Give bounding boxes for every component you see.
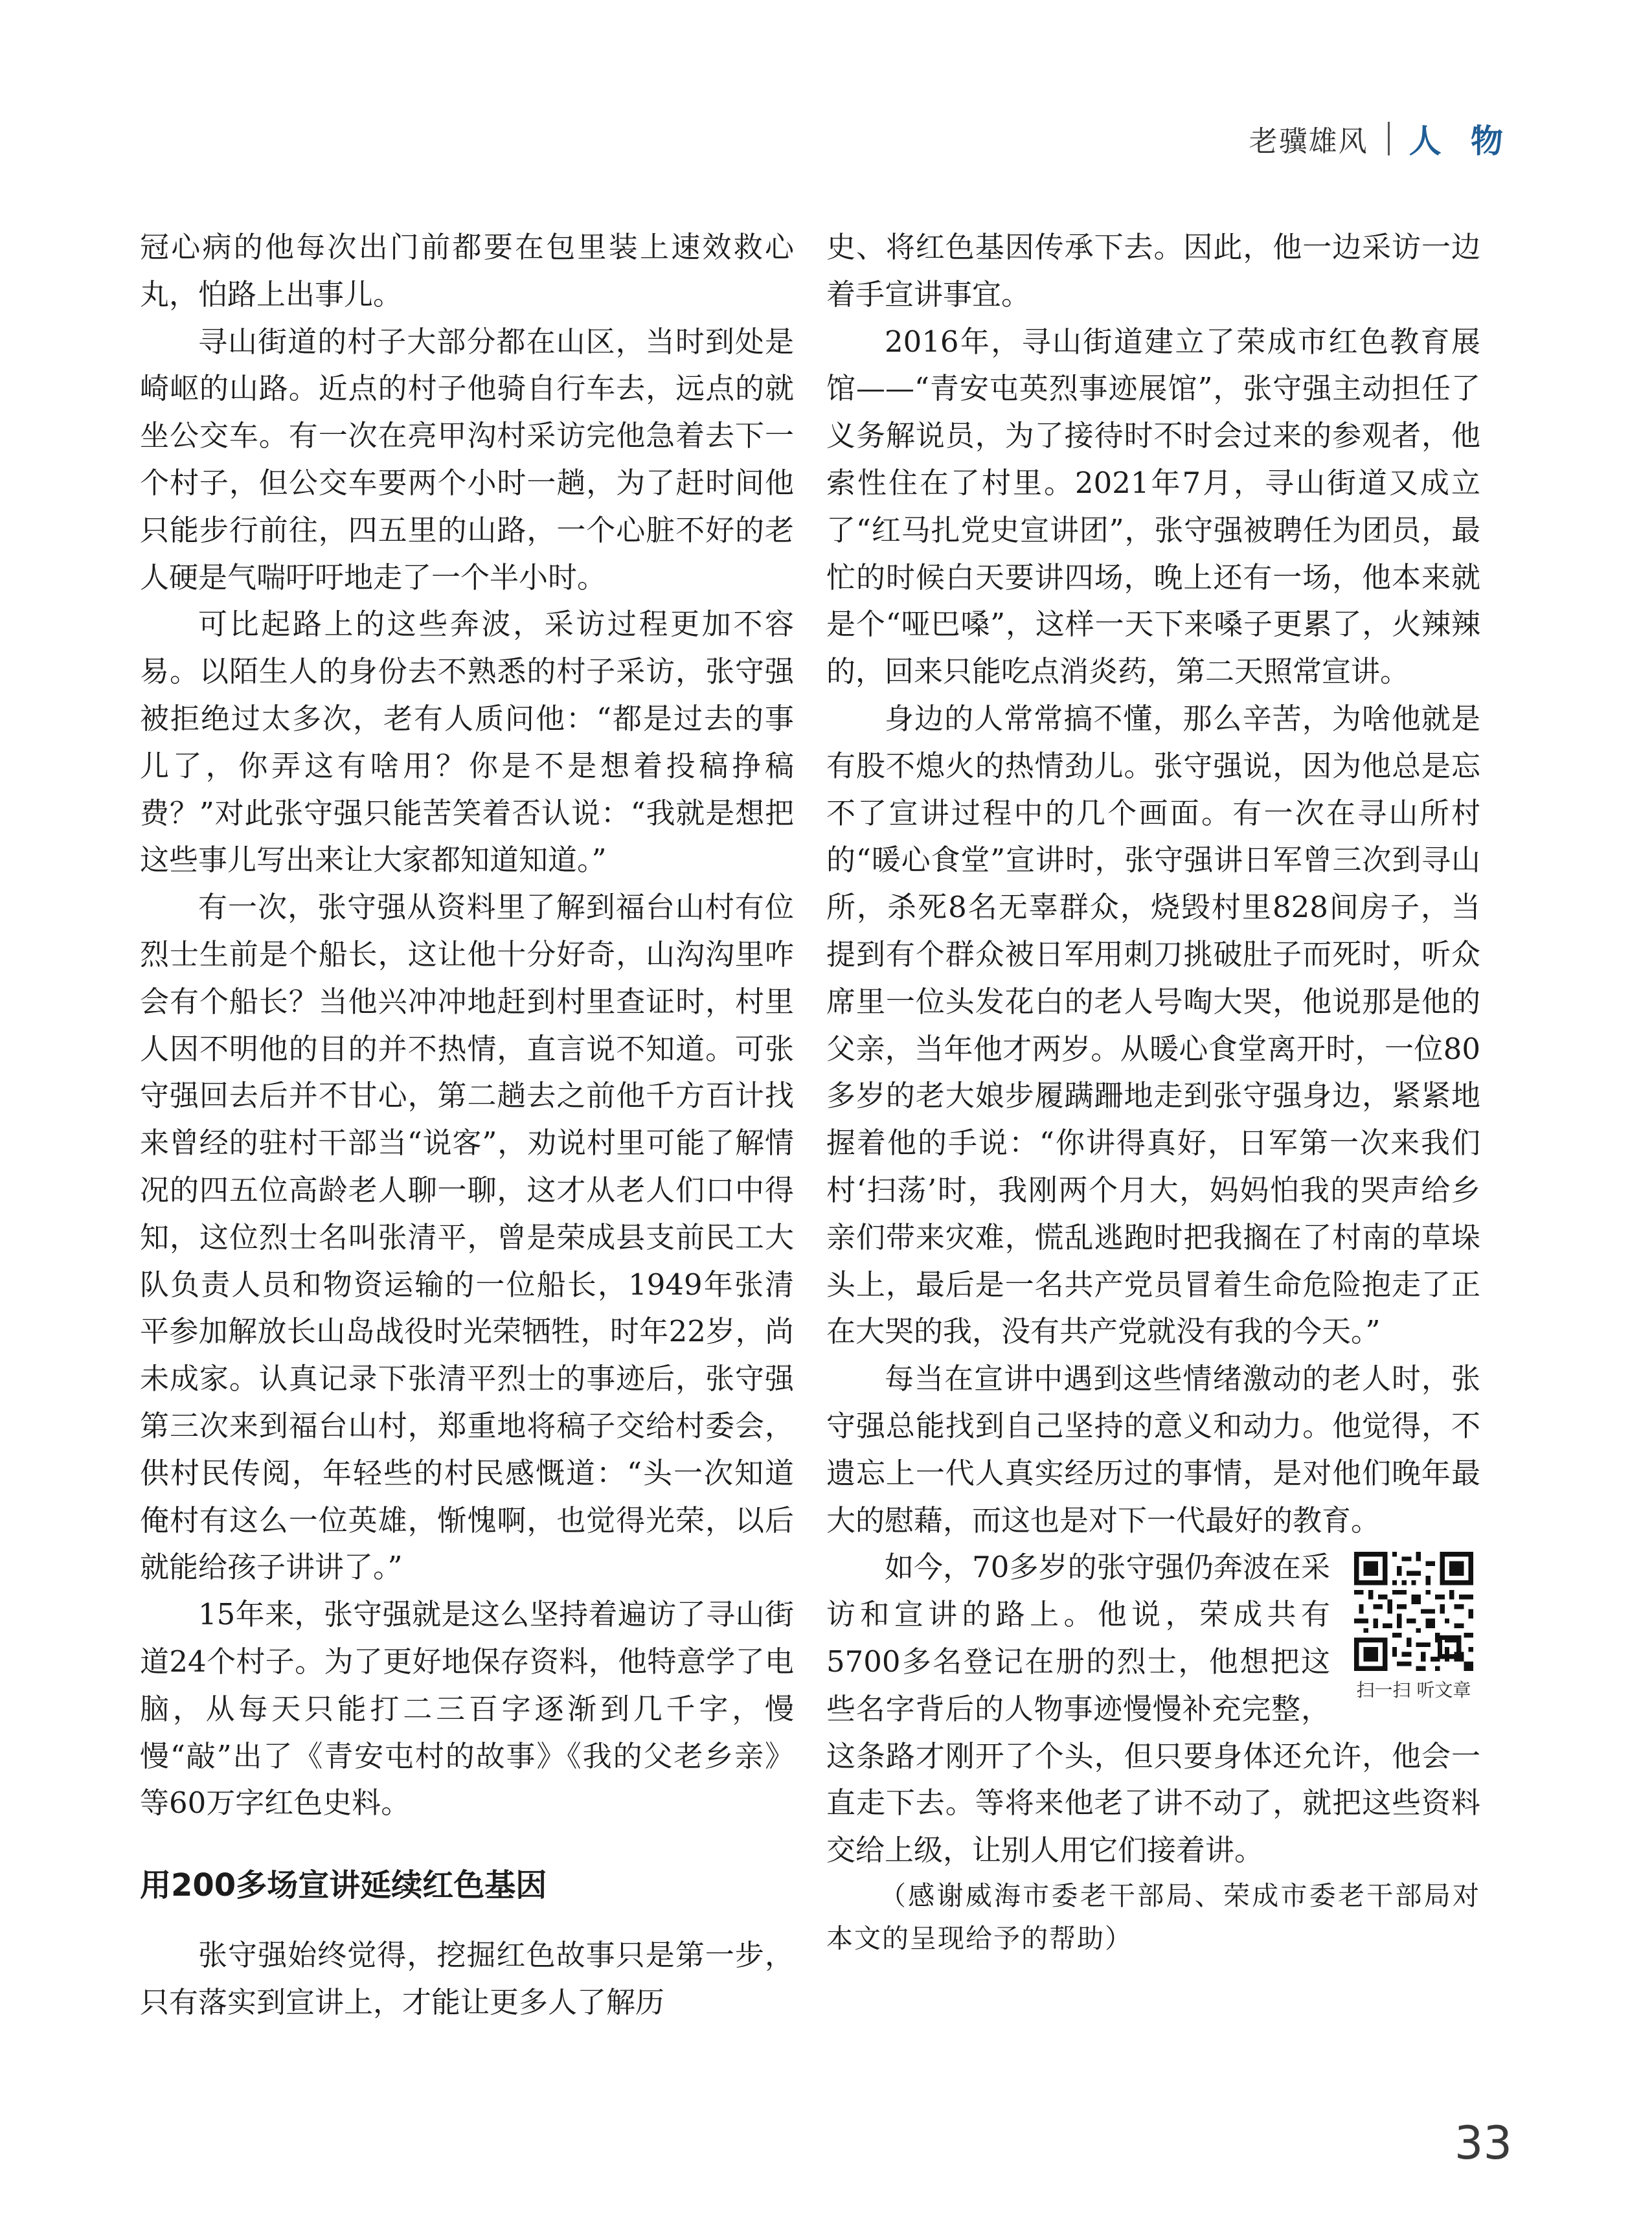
page-number: 33 — [1454, 2117, 1512, 2170]
paragraph: 身边的人常常搞不懂，那么辛苦，为啥他就是有股不熄火的热情劲儿。张守强说，因为他总是忘不了宣讲过程中的几个画面。有一次在寻山所村的“暖心食堂”宣讲时，张守强讲日军曾三次到寻山所，杀死8名无辜群众，烧毁村里828间房子，当提到有个群众被日军用刺刀挑破肚子而死时，听众席里一位头发花白的老人号啕大哭，他说那是他的父亲，当年他才两岁。从暖心食堂离开时，一位80多岁的老大娘步履蹒跚地走到张守强身边，紧紧地握着他的手说：“你讲得真好，日军第一次来我们村‘扫荡’时，我刚两个月大，妈妈怕我的哭声给乡亲们带来灾难，慌乱逃跑时把我搁在了村南的草垛头上，最后是一名共产党员冒着生命危险抱走了正在大哭的我，没有共产党就没有我的今天。” — [826, 701, 1480, 1349]
header-divider — [1388, 122, 1390, 155]
paragraph: 有一次，张守强从资料里了解到福台山村有位烈士生前是个船长，这让他十分好奇，山沟沟里咋会有个船长？当他兴冲冲地赶到村里查证时，村里人因不明他的目的并不热情，直言说不知道。可张守强回去后并不甘心，第二趟去之前他千方百计找来曾经的驻村干部当“说客”，劝说村里可能了解情况的四五位高龄老人聊一聊，这才从老人们口中得知，这位烈士名叫张清平，曾是荣成县支前民工大队负责人员和物资运输的一位船长，1949年张清平参加解放长山岛战役时光荣牺牲，时年22岁，尚未成家。认真记录下张清平烈士的事迹后，张守强第三次来到福台山村，郑重地将稿子交给村委会，供村民传阅，年轻些的村民感慨道：“头一次知道俺村有这么一位英雄，惭愧啊，也觉得光荣，以后就能给孩子讲讲了。” — [140, 890, 794, 1585]
running-header — [1249, 115, 1512, 162]
paragraph: 张守强始终觉得，挖掘红色故事只是第一步，只有落实到宣讲上，才能让更多人了解历 — [140, 1938, 794, 2019]
section-title: 老骥雄风 — [1249, 125, 1368, 158]
paragraph: 每当在宣讲中遇到这些情绪激动的老人时，张守强总能找到自己坚持的意义和动力。他觉得，不遗忘上一代人真实经历过的事情，是对他们晚年最大的慰藉，而这也是对下一代最好的教育。 — [826, 1361, 1480, 1538]
paragraph: 如今，70多岁的张守强仍奔波在采访和宣讲的路上。他说，荣成共有5700多名登记在册的烈士，他想把这些名字背后的人物事迹慢慢补充完整，这条路才刚开了个头，但只要身体还允许，他会一直走下去。等将来他老了讲不动了，就把这些资料交给上级，让别人用它们接着讲。 — [826, 1550, 1480, 1868]
left-column — [140, 224, 794, 2027]
paragraph: 2016年，寻山街道建立了荣成市红色教育展馆——“青安屯英烈事迹展馆”，张守强主动担任了义务解说员，为了接待时不时会过来的参观者，他索性住在了村里。2021年7月，寻山街道又成立了“红马扎党史宣讲团”，张守强被聘任为团员，最忙的时候白天要讲四场，晚上还有一场，他本来就是个“哑巴嗓”，这样一天下来嗓子更累了，火辣辣的，回来只能吃点消炎药，第二天照常宣讲。 — [826, 324, 1480, 689]
subheading: 用200多场宣讲延续红色基因 — [140, 1867, 547, 1904]
closing-block — [826, 1544, 1480, 1874]
paragraph: 史、将红色基因传承下去。因此，他一边采访一边着手宣讲事宜。 — [826, 230, 1480, 312]
paragraph: 15年来，张守强就是这么坚持着遍访了寻山街道24个村子。为了更好地保存资料，他特意学了电脑，从每天只能打二三百字逐渐到几千字，慢慢“敲”出了《青安屯村的故事》《我的父老乡亲》等60万字红色史料。 — [140, 1597, 794, 1821]
acknowledgement: （感谢威海市委老干部局、荣成市委老干部局对本文的呈现给予的帮助） — [826, 1880, 1480, 1954]
paragraph: 冠心病的他每次出门前都要在包里装上速效救心丸，怕路上出事儿。 — [140, 230, 794, 312]
qr-code-icon[interactable] — [1354, 1552, 1473, 1671]
paragraph: 可比起路上的这些奔波，采访过程更加不容易。以陌生人的身份去不熟悉的村子采访，张守强被拒绝过太多次，老有人质问他：“都是过去的事儿了，你弄这有啥用？你是不是想着投稿挣稿费？”对此张守强只能苦笑着否认说：“我就是想把这些事儿写出来让大家都知道知道。” — [140, 607, 794, 878]
right-column — [826, 224, 1480, 1960]
qr-caption: 扫一扫 听文章 — [1356, 1679, 1471, 1701]
column-title: 人 物 — [1409, 122, 1512, 160]
qr-block[interactable] — [1347, 1552, 1480, 1703]
paragraph: 寻山街道的村子大部分都在山区，当时到处是崎岖的山路。近点的村子他骑自行车去，远点的就坐公交车。有一次在亮甲沟村采访完他急着去下一个村子，但公交车要两个小时一趟，为了赶时间他只能步行前往，四五里的山路，一个心脏不好的老人硬是气喘吁吁地走了一个半小时。 — [140, 324, 794, 595]
